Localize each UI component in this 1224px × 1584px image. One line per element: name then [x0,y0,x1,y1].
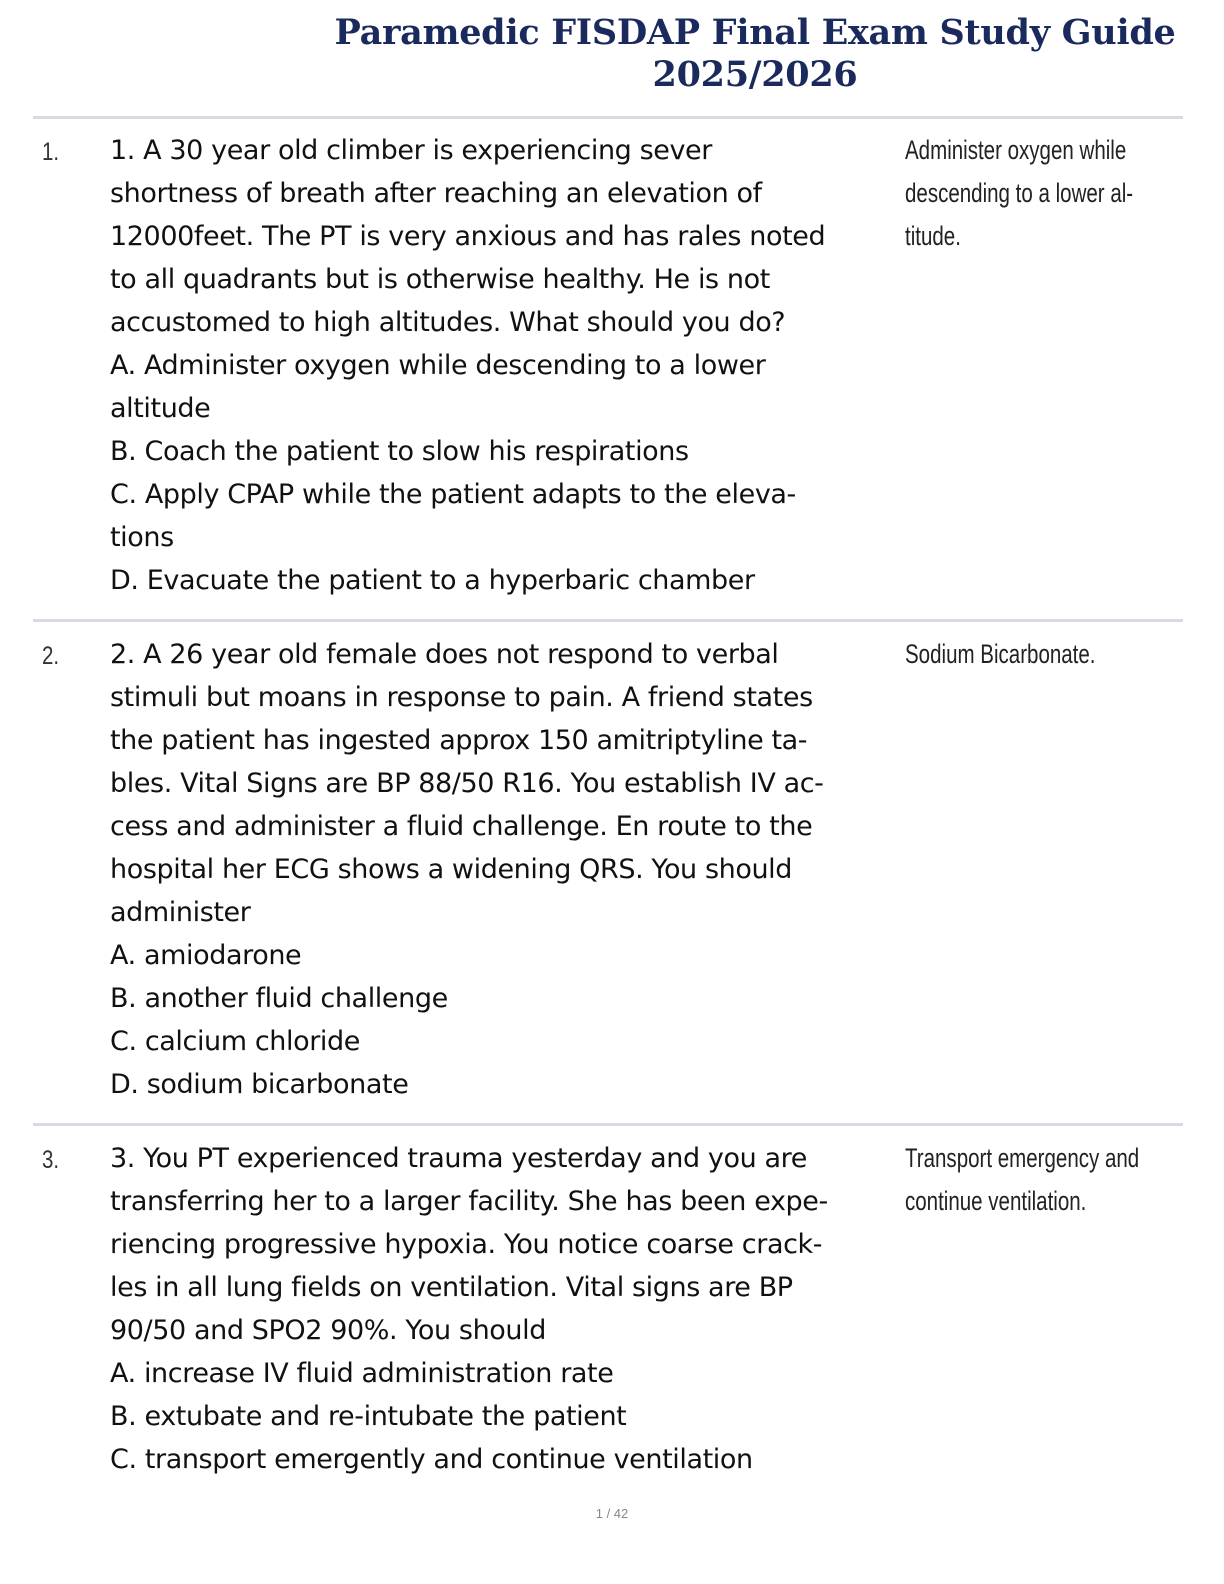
question-line: altitude [110,393,211,424]
question-line: A. Administer oxygen while descending to a lower [110,350,766,381]
answer-text [905,1137,1148,1223]
page-title [320,12,1190,96]
question-line: 12000feet. The PT is very anxious and has rales noted [110,221,826,252]
title-line-2: 2025/2026 [652,54,858,95]
divider [33,1123,1183,1126]
question-line: shortness of breath after reaching an elevation of [110,178,762,209]
question-line: transferring her to a larger facility. She has been expe- [110,1186,828,1217]
question-line: 3. You PT experienced trauma yesterday and you are [110,1143,807,1174]
question-text [110,633,900,1106]
question-line: B. extubate and re-intubate the patient [110,1401,627,1432]
question-line: 1. A 30 year old climber is experiencing sever [110,135,712,166]
divider [33,116,1183,119]
question-line: les in all lung fields on ventilation. Vital signs are BP [110,1272,793,1303]
question-line: hospital her ECG shows a widening QRS. You should [110,854,793,885]
question-text [110,129,900,602]
question-line: A. amiodarone [110,940,302,971]
question-line: bles. Vital Signs are BP 88/50 R16. You establish IV ac- [110,768,824,799]
question-number: 1. [42,138,60,166]
answer-line: Transport emergency and [905,1143,1140,1173]
page-number: 1 / 42 [595,1506,629,1521]
question-line: B. Coach the patient to slow his respirations [110,436,689,467]
question-line: C. transport emergently and continue ventilation [110,1444,753,1475]
question-text [110,1137,900,1481]
question-line: tions [110,522,174,553]
question-line: stimuli but moans in response to pain. A friend states [110,682,813,713]
question-line: riencing progressive hypoxia. You notice coarse crack- [110,1229,823,1260]
answer-line: continue ventilation. [905,1186,1087,1216]
question-line: to all quadrants but is otherwise healthy. He is not [110,264,770,295]
answer-text [905,129,1148,258]
question-line: B. another fluid challenge [110,983,448,1014]
answer-line: descending to a lower al- [905,178,1134,208]
answer-line: Sodium Bicarbonate. [905,639,1096,669]
question-number: 3. [42,1146,60,1174]
question-line: C. Apply CPAP while the patient adapts to the eleva- [110,479,796,510]
divider [33,619,1183,622]
question-line: administer [110,897,251,928]
title-line-1: Paramedic FISDAP Final Exam Study Guide [334,12,1176,53]
question-line: C. calcium chloride [110,1026,360,1057]
question-line: the patient has ingested approx 150 amitriptyline ta- [110,725,808,756]
question-line: D. sodium bicarbonate [110,1069,409,1100]
question-line: A. increase IV fluid administration rate [110,1358,614,1389]
question-line: 90/50 and SPO2 90%. You should [110,1315,546,1346]
answer-line: titude. [905,221,961,251]
question-line: 2. A 26 year old female does not respond to verbal [110,639,779,670]
answer-text [905,633,1148,676]
question-line: accustomed to high altitudes. What should you do? [110,307,786,338]
question-number: 2. [42,642,60,670]
question-line: D. Evacuate the patient to a hyperbaric chamber [110,565,755,596]
question-line: cess and administer a fluid challenge. En route to the [110,811,813,842]
answer-line: Administer oxygen while [905,135,1127,165]
